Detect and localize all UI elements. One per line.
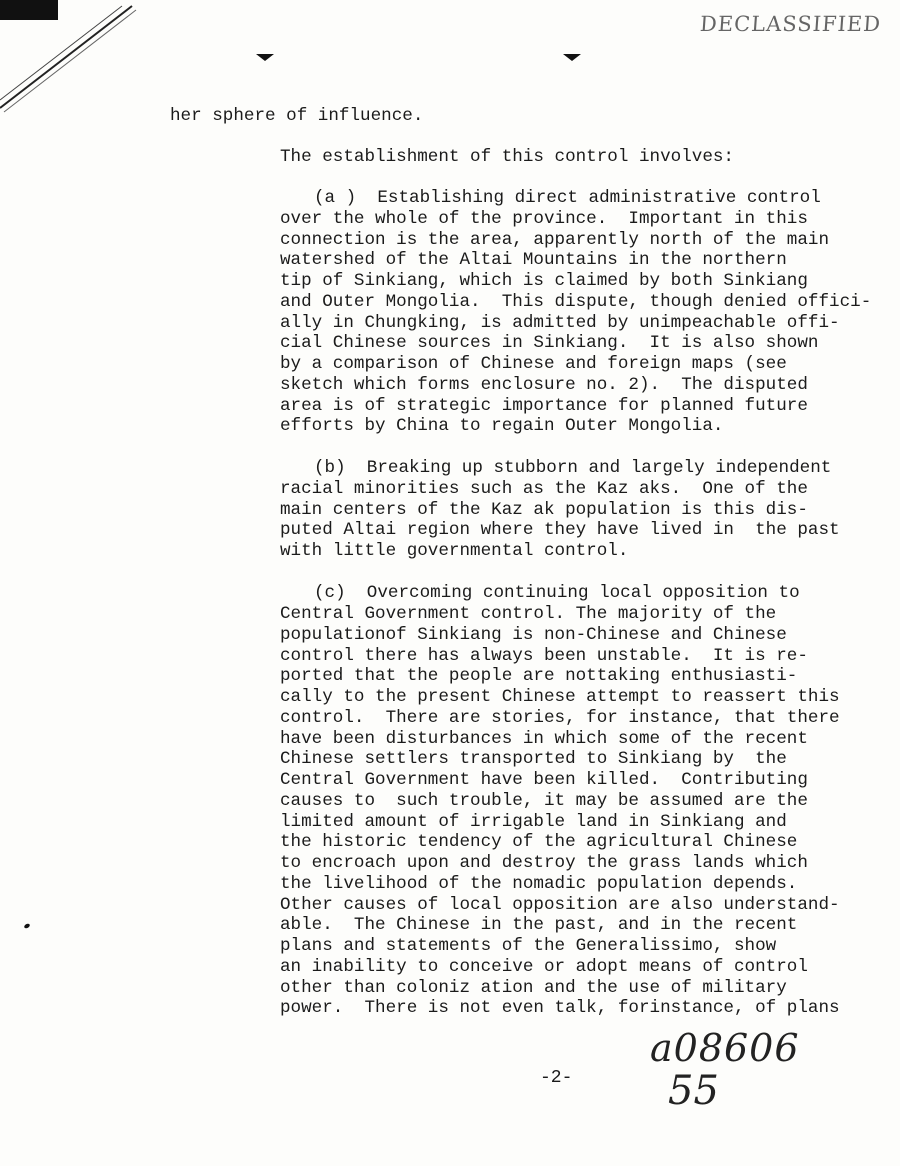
body-line: have been disturbances in which some of the recent	[280, 729, 808, 749]
body-line: an inability to conceive or adopt means of control	[280, 957, 808, 977]
body-line: cial Chinese sources in Sinkiang. It is also shown	[280, 333, 819, 353]
handwritten-number: 55	[668, 1068, 719, 1114]
body-line: with little governmental control.	[280, 541, 629, 561]
body-line: The establishment of this control involves:	[280, 147, 734, 167]
body-line: plans and statements of the Generalissimo, show	[280, 936, 777, 956]
body-line: populationof Sinkiang is non-Chinese and Chinese	[280, 625, 787, 645]
punch-mark-left	[256, 54, 274, 61]
body-line: watershed of the Altai Mountains in the northern	[280, 250, 787, 270]
body-line: tip of Sinkiang, which is claimed by both Sinkiang	[280, 271, 808, 291]
body-line: the historic tendency of the agricultural Chinese	[280, 832, 798, 852]
corner-scan-mark	[0, 0, 140, 120]
body-line: cally to the present Chinese attempt to reassert this	[280, 687, 840, 707]
page-number: -2-	[540, 1068, 573, 1088]
body-line: power. There is not even talk, forinstance, of plans	[280, 998, 840, 1018]
body-line: (c) Overcoming continuing local opposition to	[314, 583, 800, 603]
body-line: control. There are stories, for instance, that there	[280, 708, 840, 728]
margin-mark	[23, 923, 30, 929]
body-line: able. The Chinese in the past, and in the recent	[280, 915, 798, 935]
body-line: sketch which forms enclosure no. 2). The disputed	[280, 375, 808, 395]
body-line: to encroach upon and destroy the grass lands which	[280, 853, 808, 873]
body-line: control there has always been unstable. It is re-	[280, 646, 808, 666]
body-line: efforts by China to regain Outer Mongolia.	[280, 416, 724, 436]
body-line: Central Government have been killed. Contributing	[280, 770, 808, 790]
body-line: area is of strategic importance for planned future	[280, 396, 808, 416]
body-line: limited amount of irrigable land in Sinkiang and	[280, 812, 787, 832]
body-line: (a ) Establishing direct administrative control	[314, 188, 821, 208]
punch-mark-right	[563, 54, 581, 61]
body-line: racial minorities such as the Kaz aks. One of the	[280, 479, 808, 499]
body-line: causes to such trouble, it may be assumed are the	[280, 791, 808, 811]
body-line: the livelihood of the nomadic population depends.	[280, 874, 798, 894]
body-line: connection is the area, apparently north of the main	[280, 230, 830, 250]
handwritten-document-code: a08606	[650, 1026, 800, 1070]
body-line: Other causes of local opposition are also understand-	[280, 895, 840, 915]
declassified-stamp: DECLASSIFIED	[699, 12, 882, 36]
body-line: other than coloniz ation and the use of military	[280, 978, 787, 998]
body-line: by a comparison of Chinese and foreign maps (see	[280, 354, 787, 374]
body-line: ally in Chungking, is admitted by unimpeachable offi-	[280, 313, 840, 333]
body-line: over the whole of the province. Important in this	[280, 209, 808, 229]
body-line: Central Government control. The majority of the	[280, 604, 777, 624]
body-line: her sphere of influence.	[170, 106, 424, 126]
body-line: ported that the people are nottaking enthusiasti-	[280, 666, 798, 686]
body-line: main centers of the Kaz ak population is this dis-	[280, 500, 808, 520]
body-line: Chinese settlers transported to Sinkiang by the	[280, 749, 787, 769]
body-line: (b) Breaking up stubborn and largely independent	[314, 458, 832, 478]
body-line: puted Altai region where they have lived in the past	[280, 520, 840, 540]
body-line: and Outer Mongolia. This dispute, though denied offici-	[280, 292, 872, 312]
